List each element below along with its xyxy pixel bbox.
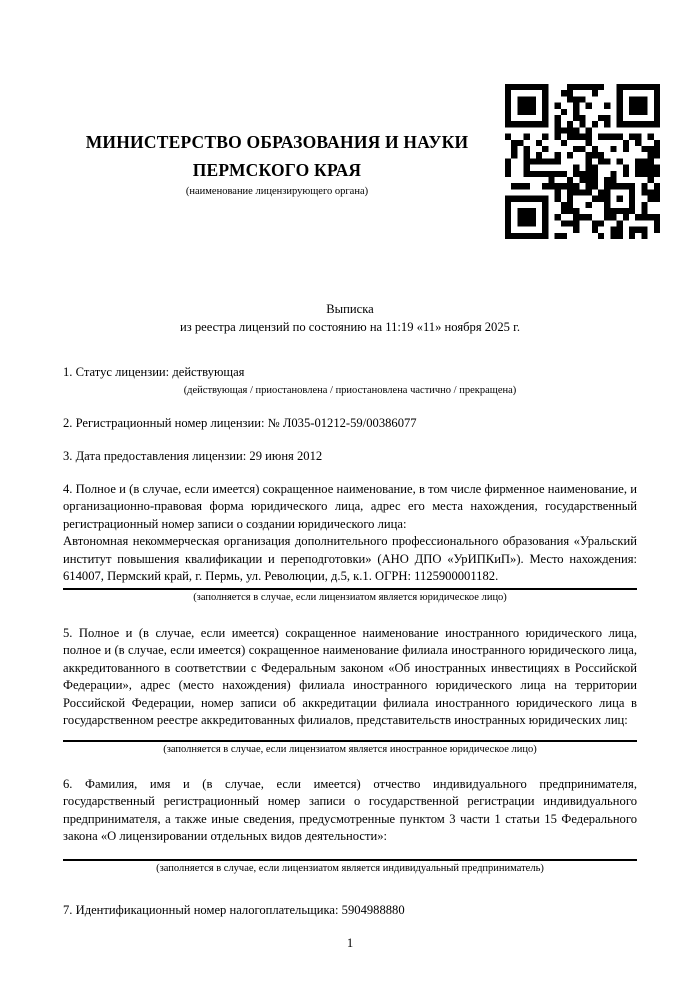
license-status-options-caption: (действующая / приостановлена / приостановлена частично / прекращена): [183, 384, 517, 396]
field-license-status: [63, 364, 637, 398]
foreign-legal-entity-label: 5. Полное и (в случае, если имеется) сокращенное наименование иностранного юридического лица, полное и (в случае, если имеется) сокращенное наименование филиала иностранного юридического лица, аккредитованного в соответствии с Федеральным законом «Об иностранных инвестициях в Российской Федерации», адрес (место нахождения) филиала иностранного юридического лица на территории Российской Федерации, номер записи об аккредитации филиала иностранного юридического лица в государственном реестре аккредитованных филиалов, представительств иностранных юридических лиц:: [63, 625, 637, 727]
document-title-line1: Выписка: [326, 302, 374, 316]
ministry-name-line2: ПЕРМСКОГО КРАЯ: [192, 160, 362, 180]
licensing-authority-caption: (наименование лицензирующего органа): [185, 186, 369, 197]
field-legal-entity: [63, 481, 637, 605]
legal-entity-caption: (заполняется в случае, если лицензиатом является юридическое лицо): [193, 591, 507, 603]
individual-entrepreneur-caption: (заполняется в случае, если лицензиатом является индивидуальный предприниматель): [156, 862, 544, 874]
foreign-legal-entity-caption: (заполняется в случае, если лицензиатом является иностранное юридическое лицо): [163, 743, 537, 755]
document-header: [0, 0, 700, 239]
field-license-grant-date: [63, 448, 637, 466]
document-title-line2: из реестра лицензий по состоянию на 11:19 «11» ноября 2025 г.: [179, 319, 520, 334]
taxpayer-id-text: 7. Идентификационный номер налогоплательщика: 5904988880: [63, 902, 405, 917]
page-number: 1: [346, 936, 354, 950]
field-taxpayer-id: [63, 902, 637, 920]
individual-entrepreneur-label: 6. Фамилия, имя и (в случае, если имеется) отчество индивидуального предпринимателя, государственный регистрационный номер записи о государственной регистрации индивидуального предпринимателя, а также иные сведения, предусмотренные пунктом 3 части 1 статьи 15 Федерального закона «О лицензировании отдельных видов деятельности»:: [63, 776, 637, 843]
legal-entity-value: Автономная некоммерческая организация дополнительного профессионального образования «Уральский институт повышения квалификации и переподготовки» (АНО ДПО «УрИПКиП»). Место нахождения: 614007, Пермский край, г. Пермь, ул. Революции, д.5, к.1. ОГРН: 1125900001182.: [63, 534, 637, 583]
qr-code: [505, 84, 660, 239]
licensing-authority-block: [63, 84, 505, 199]
license-status-text: 1. Статус лицензии: действующая: [63, 365, 245, 379]
fill-line: [63, 740, 637, 742]
fill-line: [63, 588, 637, 590]
field-registration-number: [63, 415, 637, 433]
field-foreign-legal-entity: [63, 625, 637, 757]
registration-number-text: 2. Регистрационный номер лицензии: № Л035-01212-59/00386077: [63, 415, 417, 430]
ministry-name-line1: МИНИСТЕРСТВО ОБРАЗОВАНИЯ И НАУКИ: [85, 132, 469, 152]
field-individual-entrepreneur: [63, 776, 637, 876]
license-grant-date-text: 3. Дата предоставления лицензии: 29 июня 2012: [63, 449, 323, 463]
fill-line: [63, 859, 637, 861]
document-title: [0, 301, 700, 336]
document-body: [0, 364, 700, 919]
legal-entity-label: 4. Полное и (в случае, если имеется) сокращенное наименование, в том числе фирменное наименование, и организационно-правовая форма юридического лица, адрес его места нахождения, государственный регистрационный номер записи о создании юридического лица:: [63, 481, 637, 531]
